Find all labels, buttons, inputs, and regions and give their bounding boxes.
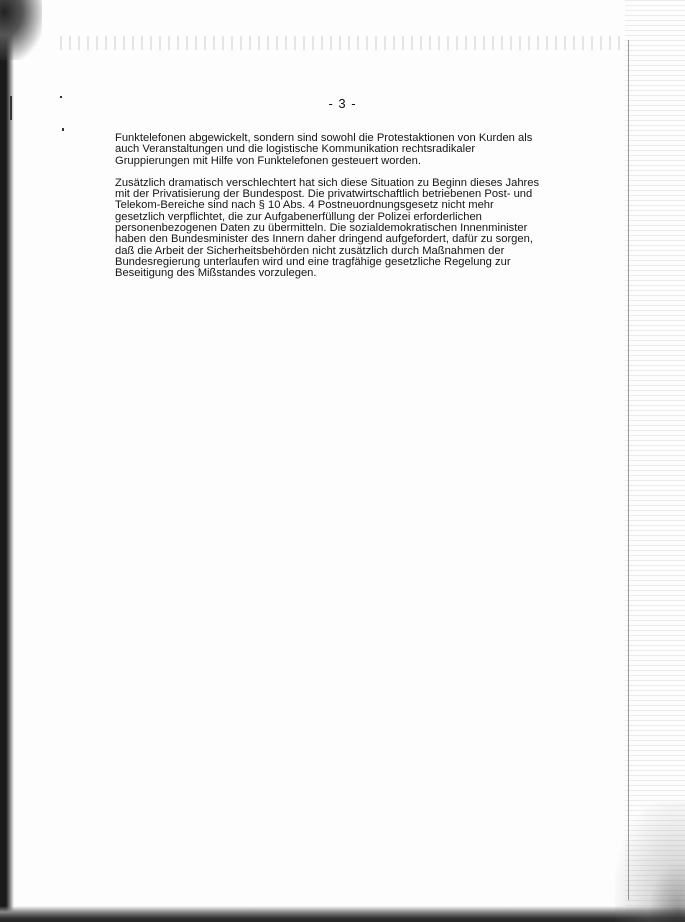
text-line: gesetzlich verpflichtet, die zur Aufgabenerfüllung der Polizei erforderlichen: [115, 210, 482, 223]
scan-smudge: [0, 0, 42, 60]
text-line: Zusätzlich dramatisch verschlechtert hat sich diese Situation zu Beginn dieses Jahres: [115, 176, 540, 189]
text-line: Telekom-Bereiche sind nach § 10 Abs. 4 Postneuordnungsgesetz nicht mehr: [115, 199, 494, 212]
document-body: [115, 133, 590, 291]
paragraph: [115, 133, 590, 167]
text-line: Funktelefonen abgewickelt, sondern sind sowohl die Protestaktionen von Kurden als: [115, 132, 533, 144]
text-line: Bundesregierung unterlaufen wird und eine tragfähige gesetzliche Regelung zur: [115, 255, 511, 268]
text-line: Beseitigung des Mißstandes vorzulegen.: [115, 267, 317, 280]
text-line: personenbezogenen Daten zu übermitteln. Die sozialdemokratischen Innenminister: [115, 222, 528, 235]
text-line: haben den Bundesminister des Innern daher dringend aufgefordert, dafür zu sorgen,: [115, 233, 533, 246]
text-line: Gruppierungen mit Hilfe von Funktelefonen gesteuert worden.: [115, 154, 421, 167]
paragraph: [115, 178, 590, 280]
text-line: mit der Privatisierung der Bundespost. Die privatwirtschaftlich betriebenen Post- und: [115, 188, 533, 201]
scan-noise-corner: [615, 802, 685, 922]
text-line: daß die Arbeit der Sicherheitsbehörden nicht zusätzlich durch Maßnahmen der: [115, 244, 505, 257]
scan-noise-right: [625, 0, 685, 922]
scan-border-bottom: [0, 906, 685, 922]
scan-speck: [62, 128, 64, 131]
scan-page-edge: [628, 40, 629, 900]
scan-noise-top: [60, 36, 620, 50]
text-line: auch Veranstaltungen und die logistische Kommunikation rechtsradikaler: [115, 143, 476, 156]
page-number: - 3 -: [328, 96, 357, 111]
scan-border-left: [0, 0, 14, 922]
